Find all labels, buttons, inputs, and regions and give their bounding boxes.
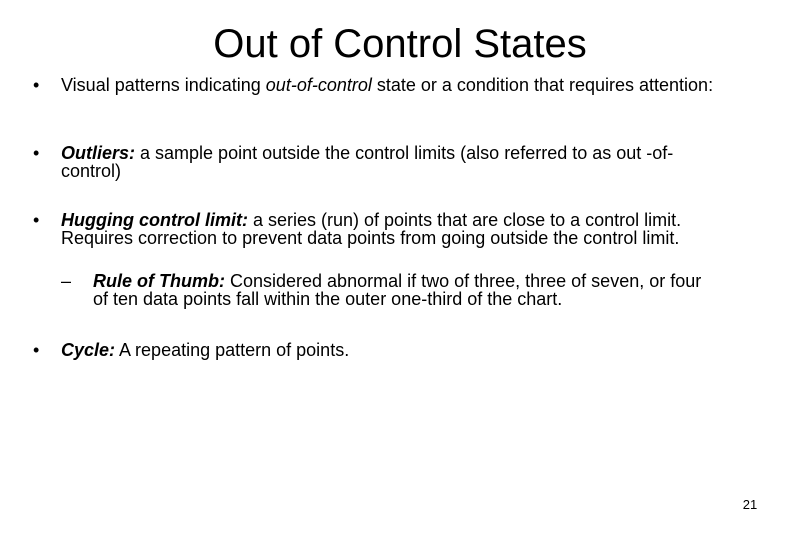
bullet-cycle [33, 341, 723, 359]
page-number: 21 [742, 497, 758, 512]
sub-bullet-marker: – [61, 271, 72, 291]
sub-bullet-text: Rule of Thumb: Considered abnormal if two of three, three of seven, or four of ten data points fall within the outer one-third of the chart. [93, 271, 702, 309]
bullet-marker: • [33, 75, 40, 95]
bullet-hugging-control-limit [33, 211, 723, 247]
sub-bullet-rule-of-thumb [61, 272, 721, 308]
bullet-text: Visual patterns indicating out-of-control state or a condition that requires attention: [61, 75, 714, 95]
bullet-text: Outliers: a sample point outside the control limits (also referred to as out -of-control) [61, 143, 674, 181]
bullet-text: Hugging control limit: a series (run) of points that are close to a control limit. Requires correction to prevent data points from going outside the control limit. [61, 210, 682, 248]
bullet-text: Cycle: A repeating pattern of points. [61, 340, 350, 360]
bullet-term: Outliers: [61, 143, 136, 163]
bullet-term: Hugging control limit: [61, 210, 248, 230]
bullet-marker: • [33, 340, 40, 360]
bullet-outliers [33, 144, 723, 180]
bullet-visual-patterns [33, 76, 723, 94]
bullet-marker: • [33, 210, 40, 230]
sub-bullet-term: Rule of Thumb: [93, 271, 225, 291]
bullet-term: Cycle: [61, 340, 116, 360]
italic-term: out-of-control [265, 75, 372, 95]
bullet-marker: • [33, 143, 40, 163]
slide-title: Out of Control States [213, 22, 587, 66]
